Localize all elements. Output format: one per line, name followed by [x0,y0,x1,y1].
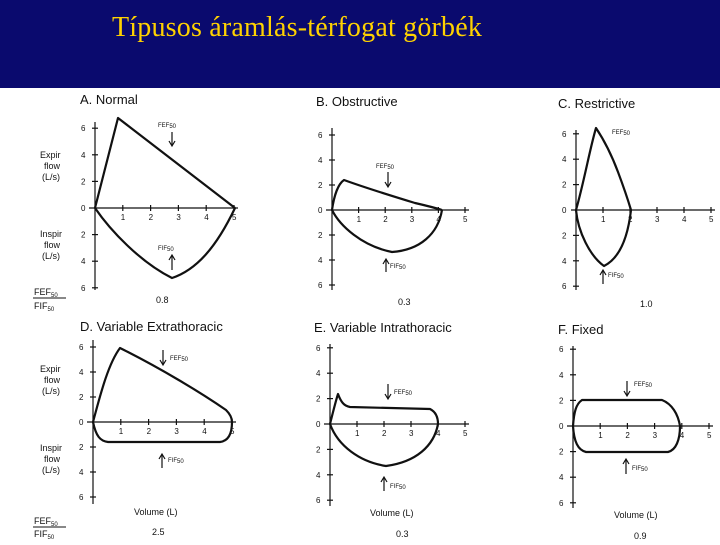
inspir-label-1: Inspir [40,229,63,239]
y-tick-label: 2 [316,394,321,404]
page-title: Típusos áramlás-térfogat görbék [112,12,483,43]
x-tick-label: 1 [120,213,126,222]
y-tick-label: 0 [559,422,564,431]
expir-label-1: Expir [40,150,61,160]
inspir2-label-1: Inspir [40,443,63,453]
expir-label-3: (L/s) [42,172,60,182]
svg-text:FEF50 [34,287,58,299]
axes [81,122,238,293]
fef-label: FEF50 [612,130,631,137]
x-tick-label: 1 [355,429,360,438]
y-tick-label: 6 [559,498,564,508]
panel-fixed [558,322,713,540]
panel-variable-extrathoracic [79,319,236,537]
y-tick-label: 6 [559,345,564,355]
panel-title: D. Variable Extrathoracic [80,319,223,334]
inspiratory-curve [93,422,232,442]
y-tick-label: 6 [81,283,86,293]
axes [559,345,713,508]
fef-label: FEF50 [634,382,653,389]
expiratory-curve [576,128,631,210]
ratio-value: 0.8 [156,295,169,305]
fif-arrow [159,454,165,468]
axes [79,340,236,504]
y-tick-label: 0 [79,418,84,427]
x-tick-label: 4 [682,215,687,224]
y-tick-label: 2 [79,393,84,402]
y-tick-label: 4 [316,470,321,480]
x-tick-label: 2 [148,213,154,222]
fef-label: FEF50 [376,164,395,171]
fef-arrow [385,172,391,187]
x-tick-label: 3 [652,431,658,440]
y-tick-label: 4 [318,156,323,165]
inspiratory-curve [95,208,235,278]
x-tick-label: 2 [628,215,633,224]
y-tick-label: 2 [559,396,564,406]
panel-title: B. Obstructive [316,94,398,109]
inspir2-label-2: flow [44,454,61,464]
ratio-num-sub: 50 [51,293,58,299]
svg-text:FIF50 [34,529,55,540]
panel-title: E. Variable Intrathoracic [314,320,452,335]
y-tick-label: 0 [318,206,323,215]
y-tick-label: 2 [318,181,323,190]
y-tick-label: 2 [81,230,86,240]
panel-normal [80,92,238,305]
y-tick-label: 4 [79,368,84,377]
fif-label: FIF50 [158,246,174,253]
y-tick-label: 6 [318,131,323,140]
x-tick-label: 4 [202,427,207,436]
x-tick-label: 2 [146,427,152,436]
fif-label: FIF50 [390,484,406,491]
svg-text:FIF50 [34,301,55,313]
x-tick-label: 2 [625,431,630,440]
expir2-label-1: Expir [40,364,61,374]
expiratory-curve [95,118,235,208]
fif-arrow [169,255,175,270]
y-tick-label: 4 [79,468,84,477]
fif-label: FIF50 [632,466,648,473]
title-bar [0,0,720,88]
y-labels-row-2 [40,364,62,475]
ratio-value: 2.5 [152,527,165,537]
fif-label: FIF50 [608,273,624,280]
axes [316,344,469,506]
fif-arrow [381,477,387,491]
x-tick-label: 2 [383,215,388,224]
y-tick-label: 2 [81,177,86,187]
ratio-label-row-2 [33,516,66,540]
flow-volume-diagram [0,88,720,540]
ratio-den-sub-2: 50 [47,535,55,540]
expir-label-2: flow [44,161,61,171]
fef-arrow [385,384,391,399]
ratio-num-sub-2: 50 [51,522,58,528]
fif-arrow [623,459,629,474]
y-tick-label: 2 [562,231,567,241]
y-tick-label: 0 [562,206,567,215]
y-tick-label: 4 [81,150,86,160]
y-tick-label: 0 [316,420,321,429]
ratio-den: FIF [34,301,48,311]
x-tick-label: 5 [232,213,237,222]
x-tick-label: 4 [436,215,441,224]
y-tick-label: 4 [318,256,323,265]
expiratory-curve [573,400,680,426]
ratio-den-sub: 50 [47,307,55,313]
y-tick-label: 6 [562,282,567,292]
x-axis-label-f: Volume (L) [614,510,658,520]
fef-arrow [624,381,630,396]
x-axis-label-d: Volume (L) [134,507,178,517]
y-tick-label: 6 [318,281,323,290]
y-tick-label: 6 [316,496,321,506]
panel-variable-intrathoracic [314,320,469,539]
ratio-value: 0.9 [634,531,647,540]
panel-title: F. Fixed [558,322,604,337]
y-tick-label: 4 [562,155,567,165]
x-tick-label: 4 [204,213,209,222]
x-tick-label: 2 [382,429,387,438]
x-tick-label: 3 [409,215,415,224]
x-tick-label: 4 [679,431,685,440]
panel-restrictive [558,96,715,309]
fef-label: FEF50 [158,123,177,130]
fif-arrow [600,270,606,284]
flow-volume-figure [0,88,720,540]
ratio-value: 0.3 [396,529,409,539]
x-tick-label: 5 [709,215,714,224]
ratio-value: 1.0 [640,299,653,309]
y-tick-label: 2 [559,447,564,457]
y-tick-label: 4 [81,257,86,267]
ratio-value: 0.3 [398,297,411,307]
panel-obstructive [316,94,469,307]
y-tick-label: 6 [316,343,321,353]
inspir-label-2: flow [44,240,61,250]
expir2-label-3: (L/s) [42,386,60,396]
x-tick-label: 1 [118,427,124,436]
y-tick-label: 2 [318,231,323,240]
y-tick-label: 6 [562,129,567,139]
x-tick-label: 5 [463,215,468,224]
fef-arrow [169,132,175,146]
y-tick-label: 4 [562,256,567,266]
x-tick-label: 5 [463,429,468,438]
y-tick-label: 4 [316,369,321,379]
y-tick-label: 6 [81,124,86,134]
x-tick-label: 1 [598,431,603,440]
x-tick-label: 1 [356,215,362,224]
fef-arrow [160,350,166,365]
y-tick-label: 2 [316,445,321,455]
fif-arrow [383,259,389,272]
panel-title: A. Normal [80,92,138,107]
y-tick-label: 4 [559,370,564,380]
y-tick-label: 4 [559,473,564,483]
ratio-num: FEF [34,287,51,297]
x-tick-label: 4 [436,429,441,438]
expir2-label-2: flow [44,375,61,385]
y-tick-label: 0 [81,204,86,213]
expiratory-curve [330,394,438,424]
y-tick-label: 2 [562,180,567,190]
inspir-label-3: (L/s) [42,251,60,261]
x-tick-label: 5 [230,427,235,436]
fef-label: FEF50 [394,390,413,397]
axes [562,130,715,291]
svg-text:FEF50 [34,516,58,528]
fif-label: FIF50 [168,458,184,465]
x-tick-label: 3 [409,429,414,438]
ratio-den-2: FIF [34,529,48,539]
ratio-num-2: FEF [34,516,51,526]
inspir2-label-3: (L/s) [42,465,60,475]
panel-title: C. Restrictive [558,96,636,111]
x-tick-label: 3 [655,215,660,224]
y-labels-row-1 [40,150,62,261]
y-tick-label: 2 [79,443,84,452]
x-tick-label: 1 [601,215,606,224]
fef-label: FEF50 [170,356,189,363]
x-tick-label: 3 [176,213,181,222]
x-tick-label: 3 [174,427,179,436]
y-tick-label: 6 [79,343,84,352]
x-tick-label: 5 [707,431,712,440]
y-tick-label: 6 [79,493,84,502]
fif-label: FIF50 [390,264,406,271]
x-axis-label-e: Volume (L) [370,508,414,518]
ratio-label-row-1 [33,287,66,313]
